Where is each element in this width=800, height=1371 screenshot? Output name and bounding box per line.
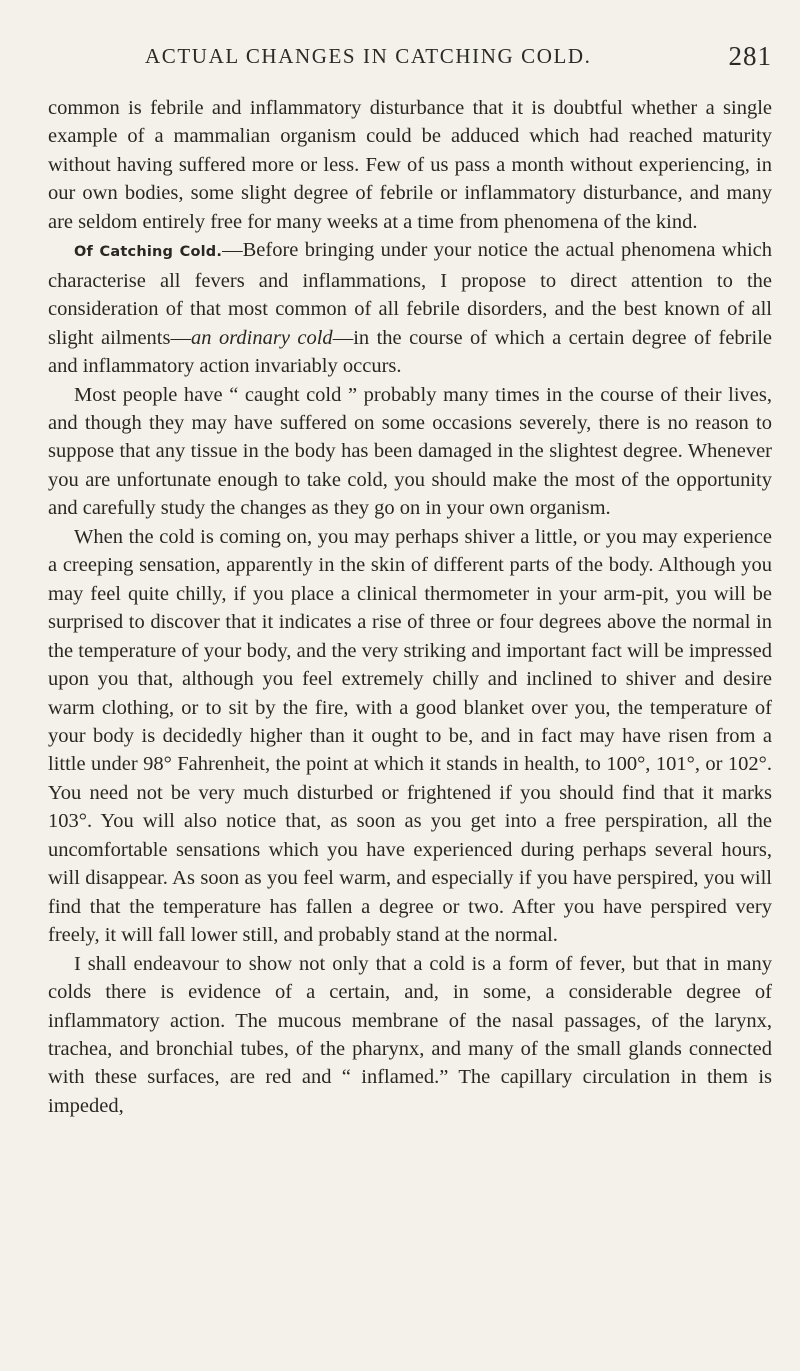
running-head [48, 41, 772, 84]
book-page [48, 41, 772, 1120]
paragraph-text: —in the course of which a certain degree of febrile and inflammatory action invariably occurs. [48, 326, 772, 378]
paragraph-of-catching-cold [48, 236, 772, 380]
paragraph-cold-coming-on: When the cold is coming on, you may perhaps shiver a little, or you may experience a creeping sensation, apparently in the skin of different parts of the body. Although you may feel quite chilly, if you place a clinical thermometer in your arm-pit, you will be surprised to discover that it indicates a rise of three or four degrees above the normal in the temperature of your body, and the very striking and important fact will be impressed upon you that, although you feel extremely chilly and inclined to shiver and desire warm clothing, or to sit by the fire, with a good blanket over you, the temperature of your body is decidedly higher than it ought to be, and in fact may have risen from a little under 98° Fahrenheit, the point at which it stands in health, to 100°, 101°, or 102°. You need not be very much disturbed or frightened if you should find that it marks 103°. You will also notice that, as soon as you get into a free perspiration, all the uncomfortable sensations which you have experienced during perhaps several hours, will disappear. As soon as you feel warm, and especially if you have perspired, you will find that the temperature has fallen a degree or two. After you have perspired very freely, it will fall lower still, and probably stand at the normal. [48, 525, 772, 947]
paragraph-caught-cold: Most people have “ caught cold ” probably many times in the course of their lives, and though they may have suffered on some occasions severely, there is no reason to suppose that any tissue in the body has been damaged in the slightest degree. Whenever you are unfortunate enough to take cold, you should make the most of the opportunity and carefully study the changes as they go on in your own organism. [48, 383, 772, 520]
section-sidehead: Of Catching Cold. [74, 244, 223, 261]
running-title: ACTUAL CHANGES IN CATCHING COLD. [145, 44, 592, 68]
paragraph-continued: common is febrile and inflammatory disturbance that it is doubtful whether a single example of a mammalian organism could be adduced which had reached maturity without having suffered more or less. Few of us pass a month without experiencing, in our own bodies, some slight degree of febrile or inflammatory disturbance, and many are seldom entirely free for many weeks at a time from phenomena of the kind. [48, 97, 772, 233]
paragraph-cold-is-fever: I shall endeavour to show not only that a cold is a form of fever, but that in many colds there is evidence of a certain, and, in some, a considerable degree of inflammatory action. The mucous membrane of the nasal passages, of the larynx, trachea, and bronchial tubes, of the pharynx, and many of the small glands connected with these surfaces, are red and “ inflamed.” The capillary circulation in them is impeded, [48, 952, 772, 1117]
paragraph-text: —Before bringing under your notice the actual phenomena which characterise all fevers and inflammations, I propose to direct attention to the consideration of that most common of all febrile disorders, and the best known of all slight ailments— [48, 239, 772, 349]
italic-phrase: an ordinary cold [190, 326, 333, 349]
body-text [48, 94, 772, 1120]
page-number: 281 [728, 41, 772, 71]
